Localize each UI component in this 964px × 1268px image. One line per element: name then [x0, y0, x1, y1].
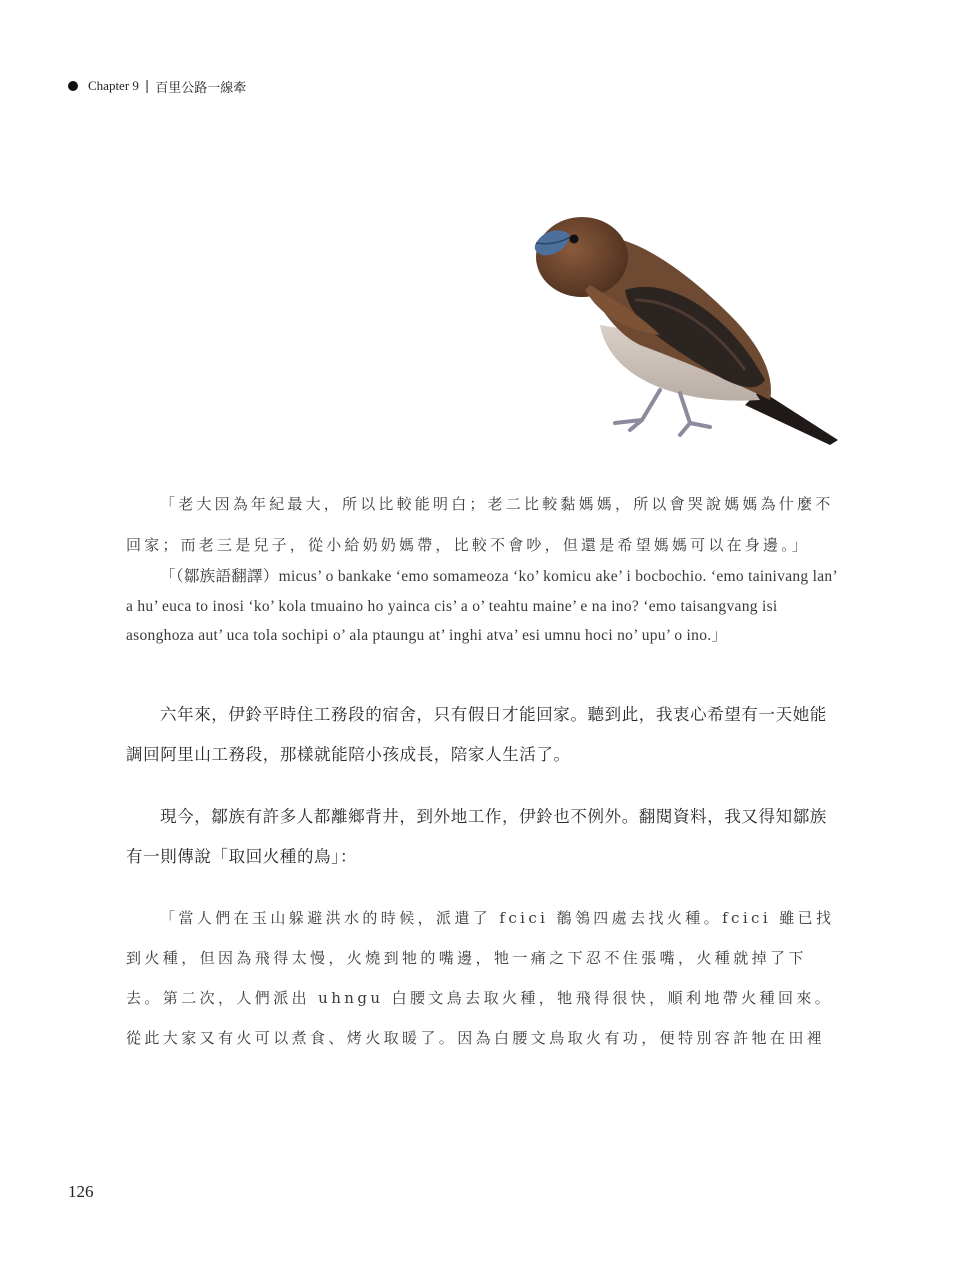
bullet-icon: [68, 81, 78, 91]
page-number: 126: [68, 1182, 94, 1201]
legend-quote: 「當人們在玉山躲避洪水的時候，派遣了 fcici 鶺鴒四處去找火種。fcici 雖已找到火種，但因為飛得太慢，火燒到牠的嘴邊，牠一痛之下忍不住張嘴，火種就掉了下去。第二次，人們派出 uhngu 白腰文鳥去取火種，牠飛得很快，順利地帶火種回來。從此大家又有火可以煮食、烤火取暖了。因為白腰文鳥取火有功，便特別容許牠在田裡: [126, 909, 835, 1047]
munia-bird-illustration: [530, 205, 845, 455]
chapter-label: Chapter 9: [88, 78, 139, 93]
body-paragraph-2: 現今，鄒族有許多人都離鄉背井，到外地工作，伊鈴也不例外。翻閱資料，我又得知鄒族有一則傳說「取回火種的鳥」：: [126, 807, 827, 866]
body-paragraph-1: 六年來，伊鈴平時住工務段的宿舍，只有假日才能回家。聽到此，我衷心希望有一天她能調回阿里山工務段，那樣就能陪小孩成長，陪家人生活了。: [126, 705, 827, 764]
header-separator: |: [144, 78, 150, 94]
quote-tsou-translation: 「（鄒族語翻譯）micus’ o bankake ‘emo somameoza ‘ko’ komicu ake’ i bocbochio. ‘emo tainivang lan’ a hu’ euca to inosi ‘ko’ kola tmuaino ho yainca cis’ a o’ teahtu maine’ e na ino? ‘emo taisangvang isi asonghoza aut’ uca tola sochipi o’ ala ptaungu at’ inghi atva’ esi umnu hoci no’ upu’ o ino.」: [126, 568, 837, 644]
chapter-title: 百里公路一線牽: [155, 80, 247, 96]
quote-chinese: 「老大因為年紀最大，所以比較能明白；老二比較黏媽媽，所以會哭說媽媽為什麼不回家；而老三是兒子，從小給奶奶媽帶，比較不會吵，但還是希望媽媽可以在身邊。」: [126, 495, 834, 554]
running-header: [68, 76, 246, 96]
